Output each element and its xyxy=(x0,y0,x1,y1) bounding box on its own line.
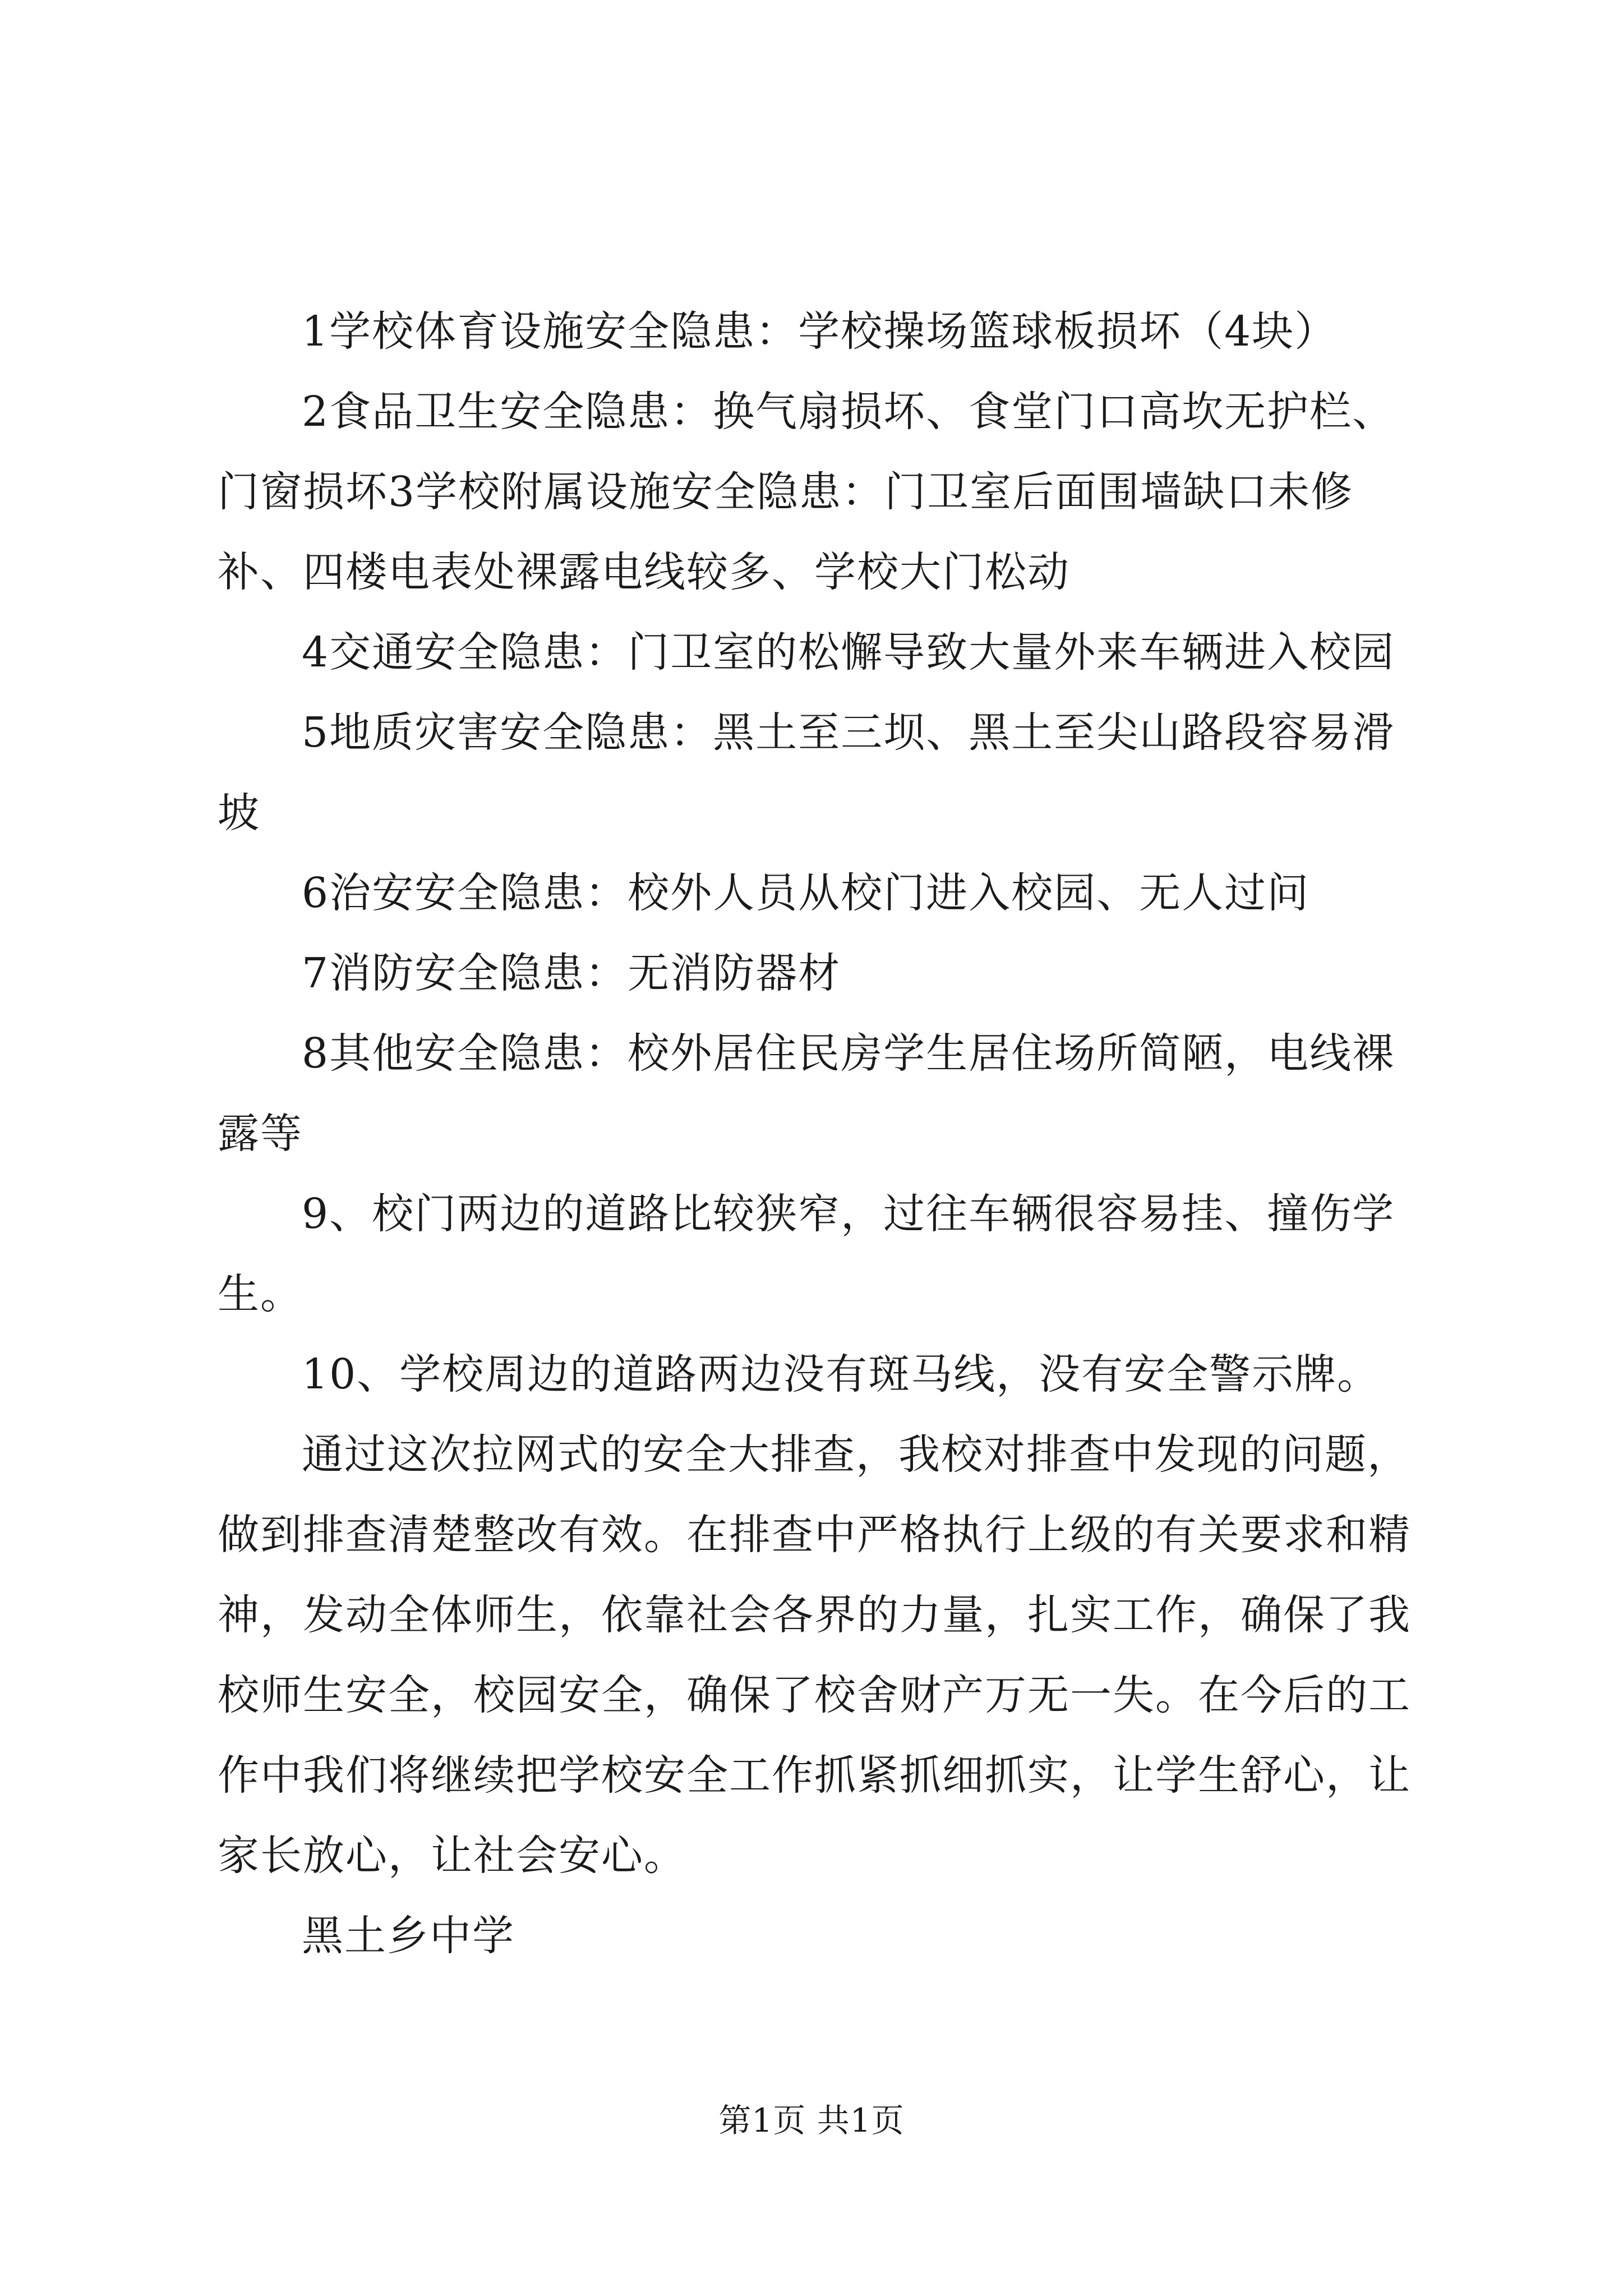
paragraph-sports-facility-hazard: 1学校体育设施安全隐患：学校操场篮球板损坏（4块） xyxy=(302,307,1338,356)
paragraph-traffic-hazard: 4交通安全隐患：门卫室的松懈导致大量外来车辆进入校园 xyxy=(302,628,1395,677)
paragraph-geological-hazard: 5地质灾害安全隐患：黑土至三坝、黑土至尖山路段容易滑坡 xyxy=(218,708,1395,837)
paragraph-other-hazard: 8其他安全隐患：校外居住民房学生居住场所简陋，电线裸露等 xyxy=(218,1029,1395,1158)
paragraph-food-hygiene-hazard: 2食品卫生安全隐患：换气扇损坏、食堂门口高坎无护栏、门窗损坏3学校附属设施安全隐患：门卫室后面围墙缺口未修补、四楼电表处裸露电线较多、学校大门松动 xyxy=(218,388,1395,596)
paragraph-fire-hazard: 7消防安全隐患：无消防器材 xyxy=(302,949,841,997)
page-number-footer: 第1页 共1页 xyxy=(718,2101,905,2139)
paragraph-narrow-road: 9、校门两边的道路比较狭窄，过往车辆很容易挂、撞伤学生。 xyxy=(218,1190,1395,1318)
paragraph-no-crosswalk: 10、学校周边的道路两边没有斑马线，没有安全警示牌。 xyxy=(302,1350,1380,1398)
paragraph-signature: 黑土乡中学 xyxy=(302,1912,515,1960)
document-body xyxy=(218,292,1423,1976)
paragraph-summary: 通过这次拉网式的安全大排查，我校对排查中发现的问题，做到排查清楚整改有效。在排查中严格执行上级的有关要求和精神，发动全体师生，依靠社会各界的力量，扎实工作，确保了我校师生安全，校园安全，确保了校舍财产万无一失。在今后的工作中我们将继续把学校安全工作抓紧抓细抓实，让学生舒心，让家长放心，让社会安心。 xyxy=(218,1430,1411,1880)
paragraph-security-hazard: 6治安安全隐患：校外人员从校门进入校园、无人过问 xyxy=(302,869,1310,917)
